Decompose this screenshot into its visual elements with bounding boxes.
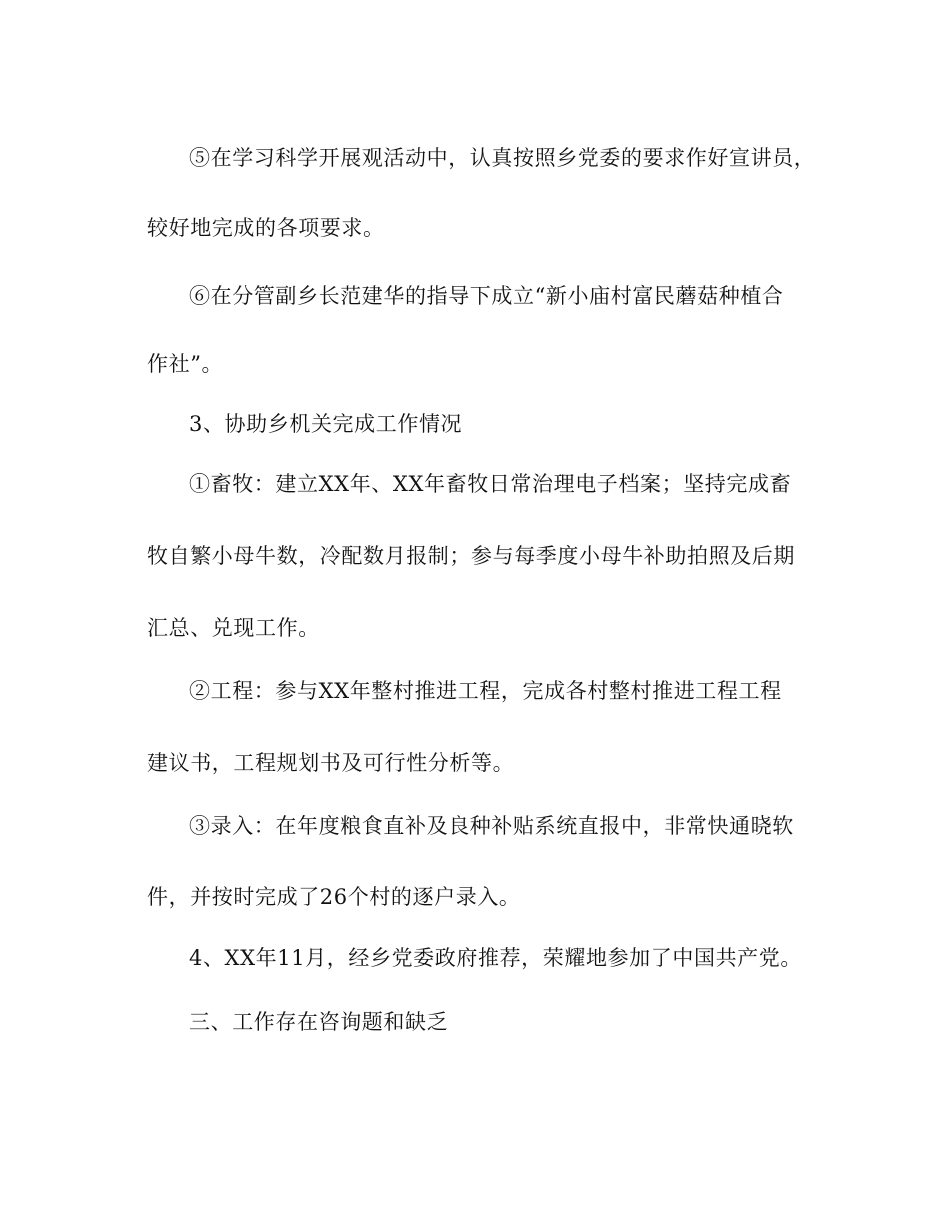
paragraph-line: 作社”。	[147, 352, 224, 376]
paragraph-line: ⑥在分管副乡长范建华的指导下成立“新小庙村富民蘑菇种植合	[189, 284, 784, 308]
paragraph-line: 汇总、兑现工作。	[147, 616, 320, 640]
paragraph-line: ①畜牧：建立XX年、XX年畜牧日常治理电子档案；坚持完成畜	[189, 472, 792, 496]
paragraph-line: 4、XX年11月，经乡党委政府推荐，荣耀地参加了中国共产党。	[189, 946, 802, 970]
paragraph-line: ②工程：参与XX年整村推进工程，完成各村整村推进工程工程	[189, 679, 782, 703]
paragraph-line: ⑤在学习科学开展观活动中，认真按照乡党委的要求作好宣讲员，	[189, 146, 816, 170]
paragraph-line: 件，并按时完成了26个村的逐户录入。	[147, 885, 521, 909]
paragraph-line: 建议书，工程规划书及可行性分析等。	[147, 751, 515, 775]
paragraph-line: ③录入：在年度粮食直补及良种补贴系统直报中，非常快通晓软	[189, 814, 794, 838]
section-heading: 三、工作存在咨询题和缺乏	[189, 1010, 449, 1034]
paragraph-line: 较好地完成的各项要求。	[147, 216, 385, 240]
section-heading: 3、协助乡机关完成工作情况	[189, 412, 463, 436]
paragraph-line: 牧自繁小母牛数，冷配数月报制；参与每季度小母牛补助拍照及后期	[147, 544, 795, 568]
